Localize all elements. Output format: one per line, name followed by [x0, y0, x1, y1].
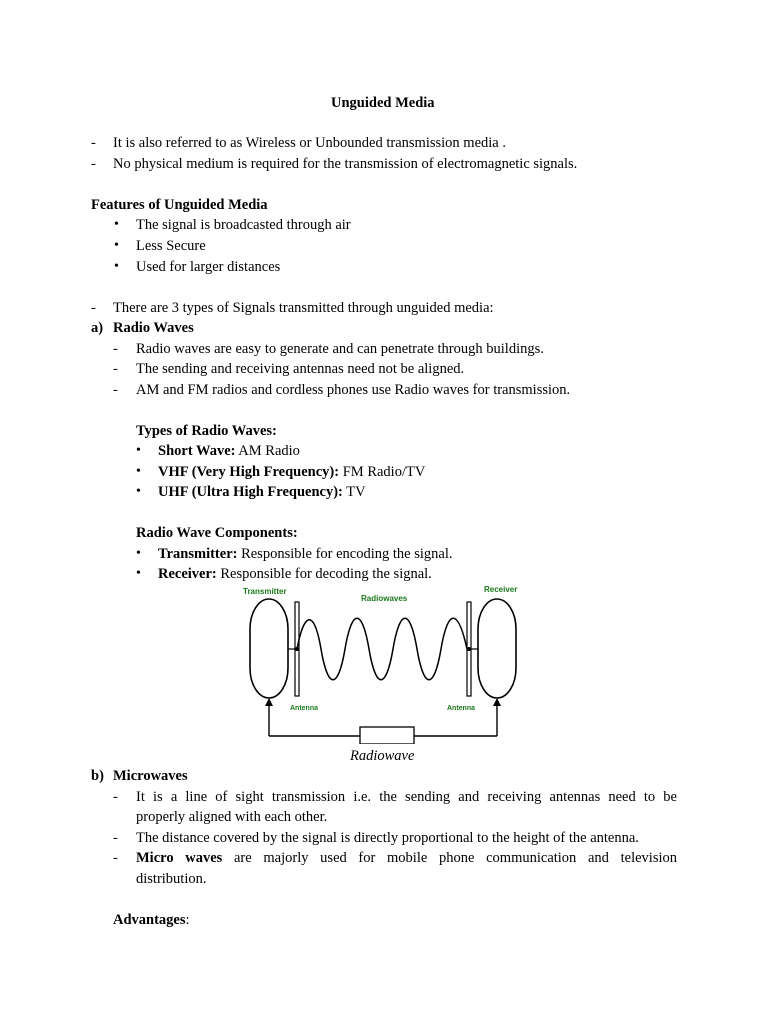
antenna-left-label: Antenna — [290, 705, 318, 712]
radio-type-desc: TV — [342, 484, 366, 500]
advantages-label: Advantages — [113, 912, 186, 928]
bullet-marker: • — [136, 443, 141, 458]
microwave-point-line: properly aligned with each other. — [136, 809, 328, 825]
microwave-point-line: It is a line of sight transmission i.e. the sending and receiving antennas need to be — [136, 789, 677, 805]
radio-type-term: UHF (Ultra High Frequency): — [158, 484, 343, 500]
dash-marker: - — [113, 789, 118, 805]
dash-marker: - — [113, 830, 118, 846]
component-item — [158, 565, 432, 583]
types-intro: There are 3 types of Signals transmitted through unguided media: — [113, 300, 494, 316]
section-marker-a: a) — [91, 320, 104, 336]
microwave-term: Micro waves — [136, 850, 223, 866]
dash-marker: - — [91, 135, 96, 151]
dash-marker: - — [91, 300, 96, 316]
radio-point: AM and FM radios and cordless phones use Radio waves for transmission. — [136, 382, 571, 398]
radio-type-desc: AM Radio — [235, 443, 300, 459]
bullet-marker: • — [114, 217, 119, 232]
radio-wave-curve — [297, 618, 467, 680]
radio-point: Radio waves are easy to generate and can penetrate through buildings. — [136, 341, 544, 357]
microwave-point-line — [136, 849, 677, 867]
features-heading: Features of Unguided Media — [91, 197, 268, 213]
bullet-marker: • — [114, 238, 119, 253]
feature-item: The signal is broadcasted through air — [136, 217, 351, 233]
section-marker-b: b) — [91, 768, 104, 784]
component-desc: Responsible for decoding the signal. — [216, 566, 432, 582]
radiowave-diagram — [238, 582, 528, 744]
resistor-block — [360, 727, 414, 744]
feature-item: Used for larger distances — [136, 259, 281, 275]
receiver-body — [478, 599, 516, 698]
dash-marker: - — [113, 361, 118, 377]
dash-marker: - — [91, 156, 96, 172]
component-item — [158, 545, 453, 563]
intro-line: No physical medium is required for the transmission of electromagnetic signals. — [113, 156, 578, 172]
microwave-point: The distance covered by the signal is directly proportional to the height of the antenna. — [136, 830, 639, 846]
bullet-marker: • — [114, 259, 119, 274]
bullet-marker: • — [136, 546, 141, 561]
bullet-marker: • — [136, 484, 141, 499]
dash-marker: - — [113, 850, 118, 866]
component-term: Transmitter: — [158, 546, 238, 562]
dash-marker: - — [113, 341, 118, 357]
components-heading: Radio Wave Components: — [136, 525, 298, 541]
radio-point: The sending and receiving antennas need not be aligned. — [136, 361, 465, 377]
bullet-marker: • — [136, 566, 141, 581]
microwave-point-line: distribution. — [136, 871, 207, 887]
transmitter-body — [250, 599, 288, 698]
radio-types-heading: Types of Radio Waves: — [136, 423, 277, 439]
transmitter-label: Transmitter — [243, 587, 287, 596]
component-desc: Responsible for encoding the signal. — [237, 546, 453, 562]
microwaves-heading: Microwaves — [113, 768, 188, 784]
advantages-colon: : — [185, 912, 190, 928]
antenna-right-label: Antenna — [447, 705, 475, 712]
intro-line: It is also referred to as Wireless or Unbounded transmission media . — [113, 135, 506, 151]
radio-waves-heading: Radio Waves — [113, 320, 194, 336]
radio-type-item — [158, 463, 425, 481]
radiowaves-label: Radiowaves — [361, 594, 408, 603]
feature-item: Less Secure — [136, 238, 206, 254]
receiver-label: Receiver — [484, 585, 518, 594]
right-antenna-node — [467, 647, 471, 651]
bullet-marker: • — [136, 464, 141, 479]
dash-marker: - — [113, 382, 118, 398]
radio-type-item — [158, 483, 366, 501]
radio-type-desc: FM Radio/TV — [339, 464, 426, 480]
advantages-heading — [113, 911, 190, 929]
radio-type-term: VHF (Very High Frequency): — [158, 464, 340, 480]
radio-type-item — [158, 442, 300, 460]
component-term: Receiver: — [158, 566, 217, 582]
microwave-desc: are majorly used for mobile phone communication and television — [222, 850, 677, 866]
figure-caption: Radiowave — [350, 748, 415, 764]
page-title: Unguided Media — [331, 95, 435, 111]
radio-type-term: Short Wave: — [158, 443, 236, 459]
